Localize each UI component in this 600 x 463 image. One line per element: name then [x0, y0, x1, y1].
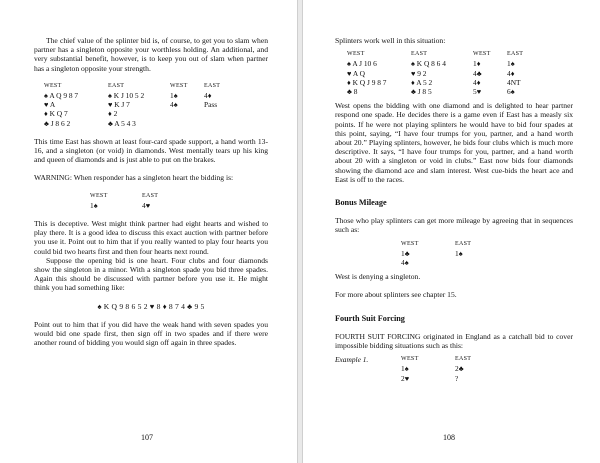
- bid: ?: [455, 373, 459, 383]
- west-spades: ♠ A Q 9 8 7: [44, 91, 79, 101]
- page-number: 107: [141, 433, 153, 442]
- column-header: EAST: [455, 356, 472, 363]
- west-clubs: ♣ 8: [347, 87, 358, 97]
- west-hearts: ♥ A: [44, 100, 56, 110]
- bid: Pass: [204, 100, 218, 110]
- paragraph: West opens the bidding with one diamond and is delighted to hear partner respond one spade. He decides there is a game even if East has a measly six points. If he were not playing splinters he would have to bid four spades at this point, saying, “I have four trumps for you, partner, and a hand worth about 20.” Playing splinters, however, he bids four clubs which is much more descriptive. It says, “I have four trumps for you, partner, and a hand worth about 20 with a singleton or void in clubs.” East now bids four diamonds showing the diamond ace and slam interest. West cue-bids the heart ace and East is off to the races.: [335, 101, 573, 184]
- bid: 1♠: [170, 91, 178, 101]
- column-header: EAST: [507, 51, 524, 58]
- bid: 1♣: [401, 248, 410, 258]
- bid: 1♦: [473, 59, 481, 69]
- column-header: WEST: [347, 51, 365, 58]
- column-header: WEST: [401, 356, 419, 363]
- column-header: EAST: [204, 82, 221, 89]
- paragraph: Point out to him that if you did have the weak hand with seven spades you would bid one spade first, then sign off in two spades and if there were another round of bidding you would sign off again in three spades.: [34, 319, 268, 348]
- east-clubs: ♣ A 5 4 3: [108, 118, 136, 128]
- section-heading: Bonus Mileage: [335, 198, 387, 208]
- bid: 4♦: [507, 68, 515, 78]
- paragraph: This time East has shown at least four-card spade support, a hand worth 13-16, and a singleton (or void) in diamonds. West mentally tears up his king and queen of diamonds and is just able to put on the brakes.: [34, 136, 268, 165]
- bid: 4♣: [473, 68, 482, 78]
- west-spades: ♠ A J 10 6: [347, 59, 377, 69]
- paragraph: Those who play splinters can get more mileage by agreeing that in sequences such as:: [335, 216, 573, 235]
- east-hearts: ♥ 9 2: [411, 68, 427, 78]
- paragraph: For more about splinters see chapter 15.: [335, 290, 457, 300]
- west-diamonds: ♦ K Q J 9 8 7: [347, 77, 387, 87]
- column-header: EAST: [455, 240, 472, 247]
- column-header: EAST: [411, 51, 428, 58]
- column-header: WEST: [44, 82, 62, 89]
- auction-diagram: [401, 240, 471, 268]
- bid: 4♠: [170, 100, 178, 110]
- bid: 1♠: [90, 200, 98, 210]
- bid: 6♠: [507, 87, 515, 97]
- west-diamonds: ♦ K Q 7: [44, 109, 68, 119]
- warning-text: WARNING: When responder has a singleton heart the bidding is:: [34, 173, 234, 183]
- bid: 4♦: [473, 77, 481, 87]
- paragraph: Splinters work well in this situation:: [335, 36, 446, 45]
- bid: 1♠: [401, 364, 409, 374]
- bid: 1♠: [455, 248, 463, 258]
- hand-example: ♠ K Q 9 8 6 5 2 ♥ 8 ♦ 8 7 4 ♣ 9 5: [97, 301, 205, 311]
- column-header: WEST: [90, 192, 108, 199]
- paragraph: Suppose the opening bid is one heart. Four clubs and four diamonds show the singleton in a minor. With a singleton spade you bid three spades. Again this should be discussed with partner before you use it. He might think you had something like:: [34, 255, 268, 293]
- paragraph: The chief value of the splinter bid is, of course, to get you to slam when partner has a singleton opposite your worthless holding. An additional, and very substantial benefit, however, is to keep you out of slam when partner has a singleton opposite your strength.: [34, 36, 268, 73]
- column-header: WEST: [170, 82, 188, 89]
- column-header: WEST: [473, 51, 491, 58]
- east-clubs: ♣ J 8 5: [411, 87, 432, 97]
- east-diamonds: ♦ A 5 2: [411, 77, 433, 87]
- left-page-content: [34, 36, 268, 347]
- bid: 5♥: [473, 87, 482, 97]
- bid: 2♥: [401, 373, 410, 383]
- example-auction: [335, 355, 471, 383]
- bid: 1♠: [507, 59, 515, 69]
- paragraph: West is denying a singleton.: [335, 272, 421, 282]
- example-label: Example 1.: [335, 355, 369, 365]
- east-diamonds: ♦ 2: [108, 109, 118, 119]
- east-spades: ♠ K J 10 5 2: [108, 91, 145, 101]
- column-header: EAST: [108, 82, 125, 89]
- west-hearts: ♥ A Q: [347, 68, 365, 78]
- column-header: WEST: [401, 240, 419, 247]
- right-page: [302, 0, 600, 463]
- bid: 4♦: [204, 91, 212, 101]
- right-page-content: [335, 36, 573, 383]
- paragraph: This is deceptive. West might think partner had eight hearts and wished to play there. It is a good idea to discuss this exact auction with partner before you use it. Point out to him that if you really wanted to play four hearts you could bid two hearts first and then four hearts next round.: [34, 219, 268, 256]
- paragraph: FOURTH SUIT FORCING originated in England as a catchall bid to cover impossible bidding situations such as this:: [335, 331, 573, 351]
- deal-diagram: [44, 82, 220, 128]
- bid: 4♥: [142, 200, 151, 210]
- page-number: 108: [443, 433, 455, 442]
- deal-diagram: [347, 50, 523, 96]
- east-hearts: ♥ K J 7: [108, 100, 130, 110]
- west-clubs: ♣ J 8 6 2: [44, 118, 71, 128]
- auction-diagram: [90, 192, 158, 210]
- bid: 4♠: [401, 258, 409, 268]
- column-header: EAST: [142, 192, 159, 199]
- east-spades: ♠ K Q 8 6 4: [411, 59, 446, 69]
- bid: 4NT: [507, 77, 521, 87]
- left-page: [0, 0, 298, 463]
- bid: 2♣: [455, 364, 464, 374]
- section-heading: Fourth Suit Forcing: [335, 313, 405, 323]
